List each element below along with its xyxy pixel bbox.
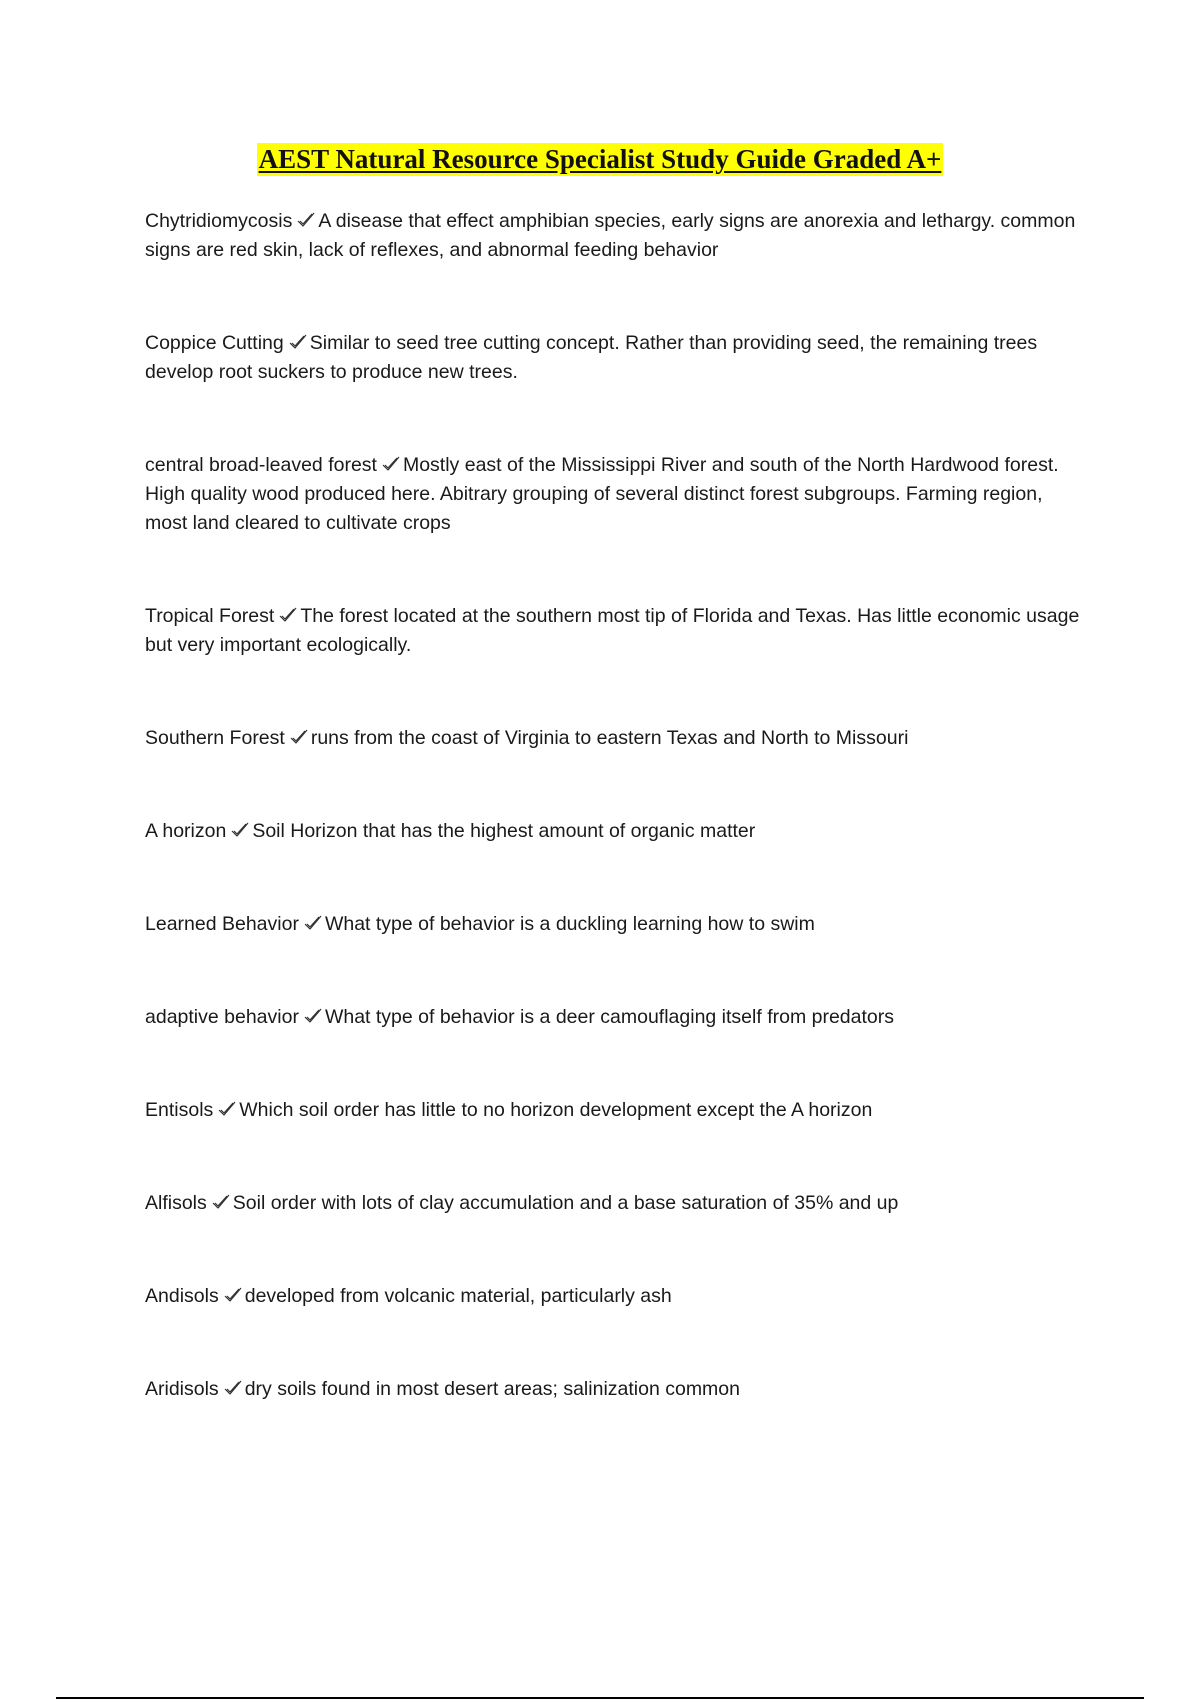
study-entry bbox=[145, 1003, 1090, 1032]
study-entry bbox=[145, 1096, 1090, 1125]
study-entry bbox=[145, 329, 1090, 387]
entry-list bbox=[145, 207, 1090, 1468]
entry-term: Tropical Forest bbox=[145, 605, 275, 627]
entry-term: Southern Forest bbox=[145, 727, 285, 749]
entry-definition: Similar to seed tree cutting concept. Rather than providing seed, the remaining trees develop root suckers to produce new trees. bbox=[145, 332, 1038, 383]
entry-definition: What type of behavior is a deer camouflaging itself from predators bbox=[324, 1006, 894, 1028]
study-entry bbox=[145, 817, 1090, 846]
checkmark-icon bbox=[217, 1099, 237, 1119]
footer-divider bbox=[56, 1697, 1144, 1699]
study-entry bbox=[145, 1375, 1090, 1404]
entry-term: Entisols bbox=[145, 1099, 214, 1121]
entry-term: Learned Behavior bbox=[145, 913, 299, 935]
checkmark-icon bbox=[278, 605, 298, 625]
entry-term: A horizon bbox=[145, 820, 227, 842]
study-entry bbox=[145, 207, 1090, 265]
entry-term: adaptive behavior bbox=[145, 1006, 299, 1028]
checkmark-icon bbox=[211, 1192, 231, 1212]
entry-definition: What type of behavior is a duckling learning how to swim bbox=[324, 913, 815, 935]
checkmark-icon bbox=[289, 727, 309, 747]
title-block bbox=[0, 143, 1200, 176]
checkmark-icon bbox=[303, 1006, 323, 1026]
checkmark-icon bbox=[223, 1285, 243, 1305]
entry-definition: Which soil order has little to no horizon development except the A horizon bbox=[239, 1099, 873, 1121]
checkmark-icon bbox=[381, 454, 401, 474]
entry-term: Aridisols bbox=[145, 1378, 219, 1400]
entry-term: central broad-leaved forest bbox=[145, 454, 377, 476]
study-entry bbox=[145, 602, 1090, 660]
checkmark-icon bbox=[296, 210, 316, 230]
entry-definition: dry soils found in most desert areas; salinization common bbox=[244, 1378, 740, 1400]
checkmark-icon bbox=[303, 913, 323, 933]
entry-definition: The forest located at the southern most tip of Florida and Texas. Has little economic usage but very important ecologically. bbox=[145, 605, 1080, 656]
entry-definition: Soil Horizon that has the highest amount of organic matter bbox=[252, 820, 756, 842]
entry-term: Andisols bbox=[145, 1285, 219, 1307]
study-entry bbox=[145, 724, 1090, 753]
checkmark-icon bbox=[223, 1378, 243, 1398]
entry-definition: Soil order with lots of clay accumulation and a base saturation of 35% and up bbox=[232, 1192, 899, 1214]
study-entry bbox=[145, 451, 1090, 538]
entry-term: Alfisols bbox=[145, 1192, 207, 1214]
study-entry bbox=[145, 1189, 1090, 1218]
study-entry bbox=[145, 910, 1090, 939]
entry-term: Chytridiomycosis bbox=[145, 210, 293, 232]
study-entry bbox=[145, 1282, 1090, 1311]
checkmark-icon bbox=[288, 332, 308, 352]
entry-definition: developed from volcanic material, particularly ash bbox=[244, 1285, 672, 1307]
entry-definition: A disease that effect amphibian species, early signs are anorexia and lethargy. common signs are red skin, lack of reflexes, and abnormal feeding behavior bbox=[145, 210, 1076, 261]
entry-definition: Mostly east of the Mississippi River and south of the North Hardwood forest. High quality wood produced here. Abitrary grouping of several distinct forest subgroups. Farming region, most land cleared to cultivate crops bbox=[145, 454, 1059, 534]
page-title: AEST Natural Resource Specialist Study Guide Graded A+ bbox=[258, 144, 942, 174]
entry-definition: runs from the coast of Virginia to eastern Texas and North to Missouri bbox=[310, 727, 909, 749]
checkmark-icon bbox=[230, 820, 250, 840]
entry-term: Coppice Cutting bbox=[145, 332, 284, 354]
